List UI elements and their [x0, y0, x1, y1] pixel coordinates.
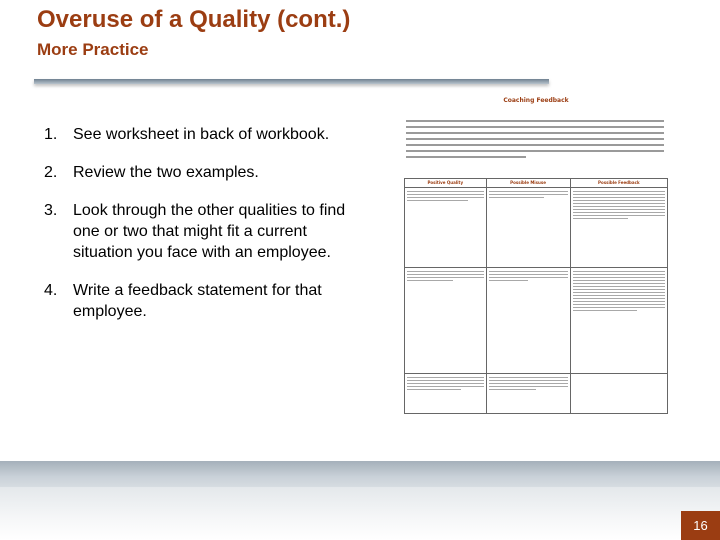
column-header: Possible Feedback — [570, 179, 667, 188]
step-text: Look through the other qualities to find one or two that might fit a current situation you face with an employee. — [73, 202, 346, 261]
table-row — [405, 374, 668, 414]
intro-text-line — [406, 132, 664, 134]
list-item — [44, 124, 364, 145]
intro-text-line — [406, 150, 664, 152]
table-cell — [405, 374, 487, 414]
table-cell — [486, 374, 570, 414]
step-text: See worksheet in back of workbook. — [73, 126, 330, 143]
table-row — [405, 268, 668, 374]
worksheet-image — [400, 94, 672, 420]
table-cell — [486, 268, 570, 374]
column-header: Positive Quality — [405, 179, 487, 188]
intro-text-line — [406, 144, 664, 146]
table-cell — [405, 188, 487, 268]
step-number: 3. — [44, 202, 58, 219]
step-number: 4. — [44, 282, 58, 299]
title-divider — [34, 79, 549, 84]
list-item — [44, 162, 364, 183]
step-text: Write a feedback statement for that employee. — [73, 282, 322, 320]
list-item — [44, 200, 364, 263]
table-cell — [486, 188, 570, 268]
step-text: Review the two examples. — [73, 164, 259, 181]
slide-title: Overuse of a Quality (cont.) — [37, 6, 351, 33]
intro-text-line — [406, 156, 526, 158]
slide-subtitle: More Practice — [37, 40, 149, 59]
table-cell — [405, 268, 487, 374]
steps-list — [44, 124, 364, 339]
worksheet-title: Coaching Feedback — [503, 97, 569, 104]
footer-band — [0, 461, 720, 487]
intro-text-line — [406, 138, 664, 140]
column-header: Possible Misuse — [486, 179, 570, 188]
step-number: 1. — [44, 126, 58, 143]
table-row — [405, 188, 668, 268]
table-cell — [570, 374, 667, 414]
list-item — [44, 280, 364, 322]
table-header-row — [405, 179, 668, 188]
footer-gradient — [0, 487, 720, 540]
page-number: 16 — [681, 511, 720, 540]
intro-text-line — [406, 120, 664, 122]
table-cell — [570, 188, 667, 268]
intro-text-line — [406, 126, 664, 128]
worksheet-table — [404, 178, 668, 414]
table-cell — [570, 268, 667, 374]
step-number: 2. — [44, 164, 58, 181]
